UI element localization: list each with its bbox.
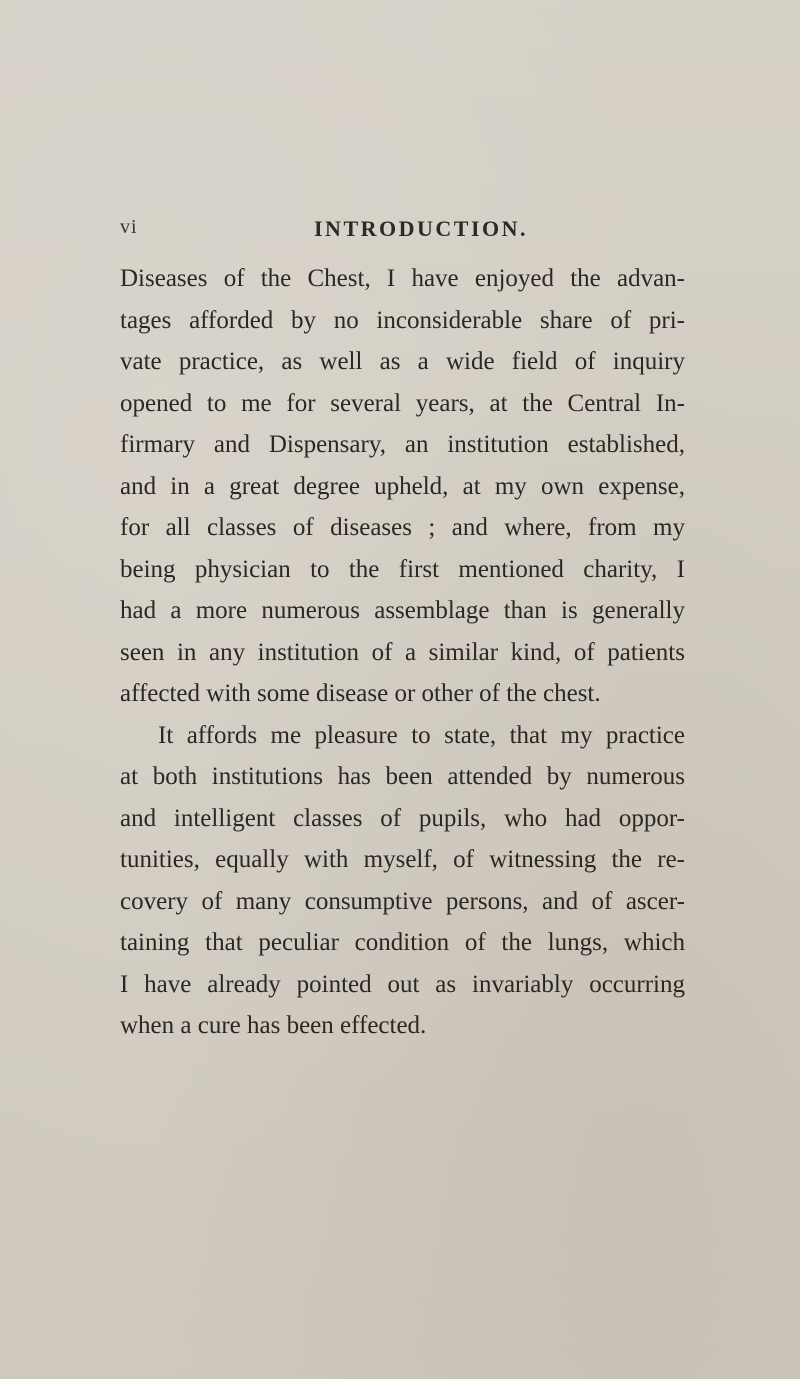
- text-line: vate practice, as well as a wide field of inquiry: [120, 348, 685, 375]
- text-line: Diseases of the Chest, I have enjoyed the advan-: [120, 265, 685, 292]
- paragraph-start-line: It affords me pleasure to state, that my practice: [158, 721, 685, 749]
- text-line: tages afforded by no inconsiderable share of pri-: [120, 306, 685, 334]
- text-line: taining that peculiar condition of the lungs, which: [120, 929, 685, 956]
- page-number: vi: [120, 216, 138, 238]
- text-line: at both institutions has been attended by numerous: [120, 763, 685, 790]
- text-line: opened to me for several years, at the Central In-: [120, 389, 685, 417]
- text-line: seen in any institution of a similar kind, of patients: [120, 638, 685, 666]
- text-line: and intelligent classes of pupils, who had oppor-: [120, 804, 685, 832]
- text-line: and in a great degree upheld, at my own expense,: [120, 472, 685, 500]
- body-text: [120, 258, 685, 1047]
- running-title: INTRODUCTION.: [314, 216, 529, 241]
- text-line: covery of many consumptive persons, and of ascer-: [120, 887, 685, 915]
- text-line: tunities, equally with myself, of witnessing the re-: [120, 846, 685, 873]
- text-line: for all classes of diseases ; and where, from my: [120, 514, 685, 541]
- text-line: had a more numerous assemblage than is generally: [120, 597, 685, 624]
- text-line: when a cure has been effected.: [120, 1012, 427, 1039]
- text-line: being physician to the first mentioned charity, I: [120, 555, 685, 583]
- page-header: [120, 216, 680, 246]
- text-line: firmary and Dispensary, an institution established,: [120, 431, 685, 458]
- text-line: affected with some disease or other of the chest.: [120, 680, 601, 707]
- text-line: I have already pointed out as invariably occurring: [120, 970, 685, 998]
